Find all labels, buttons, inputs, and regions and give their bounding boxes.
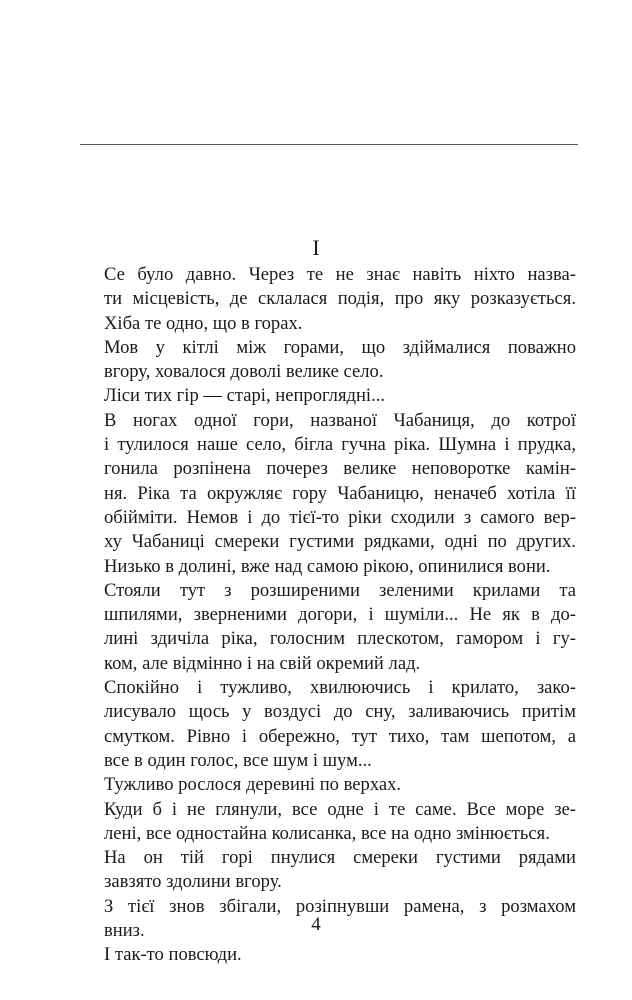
text-line: шпилями, зверненими догори, і шуміли... Не як в до-	[104, 604, 576, 626]
text-line: вгору, ховалося доволі велике село.	[104, 361, 384, 383]
text-line: І так-то повсюди.	[104, 944, 242, 966]
text-line: ком, але відмінно і на свій окремий лад.	[104, 652, 421, 674]
paragraph	[80, 798, 576, 847]
text-line: Тужливо рослося деревині по верхах.	[104, 774, 402, 796]
paragraph	[80, 846, 576, 895]
text-line: лині здичіла ріка, голосним плескотом, гамором і гу-	[104, 628, 576, 650]
text-line: лені, все одностайна колисанка, все на одно змінюється.	[104, 822, 550, 844]
text-line: вниз.	[104, 920, 145, 942]
text-line: Низько в долині, вже над самою рікою, опинилися вони.	[104, 555, 551, 577]
text-line: Стояли тут з розширеними зеленими крилами та	[104, 579, 576, 601]
text-line: ху Чабаниці смереки густими рядками, одні по других.	[104, 531, 576, 553]
text-line: ня. Ріка та окружляє гору Чабаницю, неначеб хотіла її	[104, 482, 576, 504]
text-line: Мов у кітлі між горами, що здіймалися поважно	[104, 336, 576, 358]
text-line: Куди б і не глянули, все одне і те саме. Все море зе-	[104, 798, 576, 820]
text-line: обійміти. Немов і до тієї-то ріки сходили з самого вер-	[104, 506, 576, 528]
paragraph	[80, 943, 576, 967]
text-line: Спокійно і тужливо, хвилюючись і крилато, зако-	[104, 677, 576, 699]
paragraph	[80, 263, 576, 336]
text-line: З тієї знов збігали, розіпнувши рамена, з розмахом	[104, 895, 576, 917]
text-line: На он тій горі пнулися смереки густими рядами	[104, 847, 576, 869]
text-line: В ногах одної гори, названої Чабаниця, до котрої	[104, 409, 576, 431]
body-text	[80, 263, 576, 968]
paragraph	[80, 384, 576, 408]
paragraph	[80, 773, 576, 797]
paragraph	[80, 676, 576, 773]
text-line: ти місцевість, де склалася подія, про яку розказується.	[104, 288, 576, 310]
text-line: лисувало щось у воздусі до сну, заливаючись притім	[104, 701, 576, 723]
chapter-number: I	[312, 235, 320, 260]
text-line: все в один голос, все шум і шум...	[104, 749, 372, 771]
text-line: Хіба те одно, що в горах.	[104, 312, 303, 334]
paragraph	[80, 579, 576, 676]
text-line: смутком. Рівно і обережно, тут тихо, там шепотом, а	[104, 725, 576, 747]
text-line: Се було давно. Через те не знає навіть ніхто назва-	[104, 264, 576, 285]
header-rule	[80, 144, 578, 145]
page-number: 4	[311, 914, 321, 935]
paragraph	[80, 409, 576, 579]
text-line: завзято здолини вгору.	[104, 871, 282, 893]
text-line: гонила розпінена почерез велике неповоротке камін-	[104, 458, 576, 480]
text-line: і тулилося наше село, бігла гучна ріка. Шумна і прудка,	[104, 434, 576, 456]
text-line: Ліси тих гір — старі, непроглядні...	[104, 385, 386, 407]
paragraph	[80, 336, 576, 385]
